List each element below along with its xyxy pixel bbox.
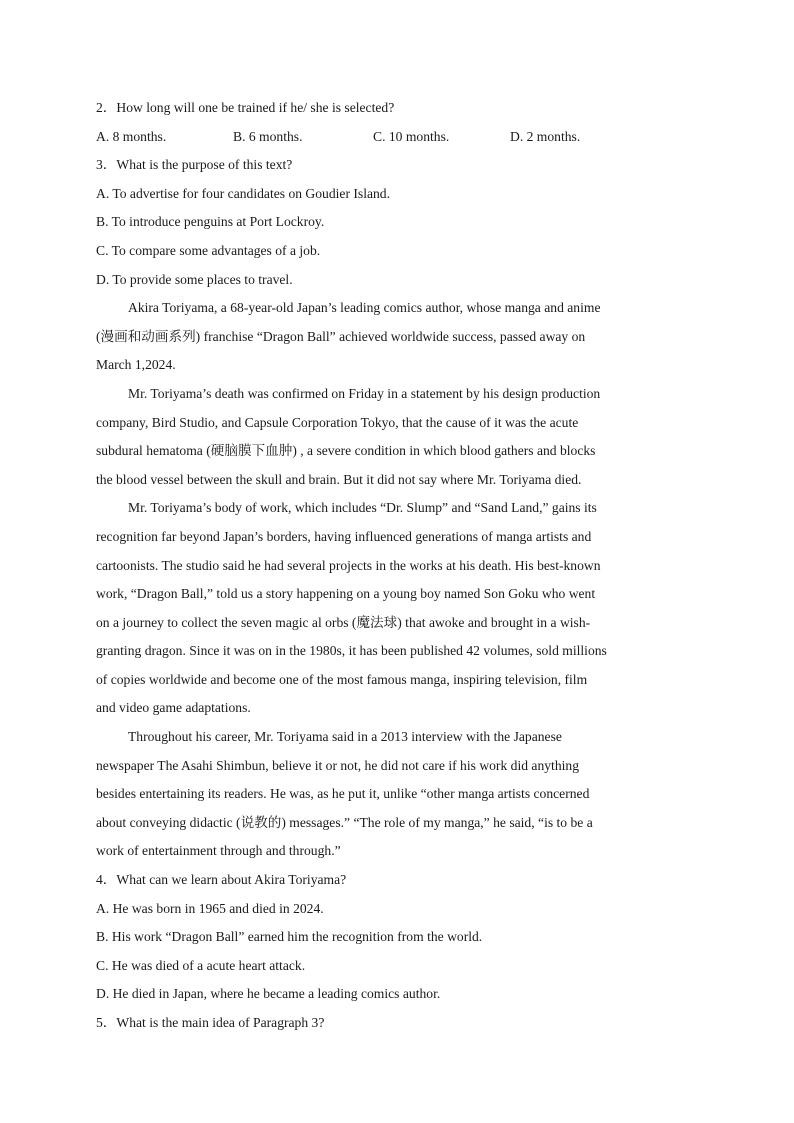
- paragraph-line: about conveying didactic (说教的) messages.” “The role of my manga,” he said, “is to be a: [96, 814, 593, 830]
- question-3-option-a[interactable]: A. To advertise for four candidates on Goudier Island.: [96, 185, 390, 201]
- paragraph-line: recognition far beyond Japan’s borders, having influenced generations of manga artists and: [96, 528, 592, 544]
- paragraph-line: of copies worldwide and become one of the most famous manga, inspiring television, film: [96, 671, 588, 687]
- paragraph-line: subdural hematoma (硬脑膜下血肿) , a severe condition in which blood gathers and blocks: [96, 443, 596, 459]
- question-3-option-c[interactable]: C. To compare some advantages of a job.: [96, 242, 321, 258]
- question-4-option-d[interactable]: D. He died in Japan, where he became a leading comics author.: [96, 986, 441, 1002]
- option-b[interactable]: B. 6 months.: [233, 128, 303, 144]
- paragraph-line: work of entertainment through and through.”: [96, 843, 341, 859]
- paragraph-line: March 1,2024.: [96, 357, 176, 373]
- paragraph-line: the blood vessel between the skull and brain. But it did not say where Mr. Toriyama died.: [96, 471, 582, 487]
- paragraph-1: [96, 294, 692, 380]
- paragraph-4: [96, 723, 692, 866]
- paragraph-line: besides entertaining its readers. He was, as he put it, unlike “other manga artists concerned: [96, 786, 590, 802]
- paragraph-line: work, “Dragon Ball,” told us a story happening on a young boy named Son Goku who went: [96, 586, 596, 602]
- question-2-options: [96, 123, 692, 152]
- paragraph-line: Akira Toriyama, a 68-year-old Japan’s leading comics author, whose manga and anime: [128, 300, 601, 316]
- question-4-option-c[interactable]: C. He was died of a acute heart attack.: [96, 957, 306, 973]
- paragraph-line: Throughout his career, Mr. Toriyama said in a 2013 interview with the Japanese: [128, 729, 562, 745]
- paragraph-line: newspaper The Asahi Shimbun, believe it or not, he did not care if his work did anything: [96, 757, 579, 773]
- question-4: 4．What can we learn about Akira Toriyama?: [96, 872, 347, 888]
- question-3-option-d[interactable]: D. To provide some places to travel.: [96, 271, 293, 287]
- paragraph-line: company, Bird Studio, and Capsule Corporation Tokyo, that the cause of it was the acute: [96, 414, 579, 430]
- question-3: 3．What is the purpose of this text?: [96, 157, 293, 173]
- question-5: 5．What is the main idea of Paragraph 3?: [96, 1015, 325, 1030]
- option-c[interactable]: C. 10 months.: [373, 128, 450, 144]
- paragraph-line: and video game adaptations.: [96, 700, 251, 716]
- question-4-option-a[interactable]: A. He was born in 1965 and died in 2024.: [96, 900, 324, 916]
- question-3-option-b[interactable]: B. To introduce penguins at Port Lockroy.: [96, 214, 325, 230]
- question-2: 2．How long will one be trained if he/ she is selected?: [96, 100, 395, 115]
- paragraph-line: granting dragon. Since it was on in the 1980s, it has been published 42 volumes, sold millions: [96, 643, 607, 659]
- paragraph-line: (漫画和动画系列) franchise “Dragon Ball” achieved worldwide success, passed away on: [96, 328, 586, 344]
- document-page: [96, 94, 692, 1038]
- paragraph-line: cartoonists. The studio said he had several projects in the works at his death. His best-known: [96, 557, 601, 573]
- paragraph-2: [96, 380, 692, 494]
- paragraph-3: [96, 494, 692, 723]
- option-d[interactable]: D. 2 months.: [510, 128, 581, 144]
- paragraph-line: Mr. Toriyama’s body of work, which includes “Dr. Slump” and “Sand Land,” gains its: [128, 500, 597, 516]
- question-4-option-b[interactable]: B. His work “Dragon Ball” earned him the recognition from the world.: [96, 929, 483, 945]
- option-a[interactable]: A. 8 months.: [96, 128, 167, 144]
- paragraph-line: Mr. Toriyama’s death was confirmed on Friday in a statement by his design production: [128, 385, 601, 401]
- paragraph-line: on a journey to collect the seven magic al orbs (魔法球) that awoke and brought in a wish-: [96, 614, 591, 630]
